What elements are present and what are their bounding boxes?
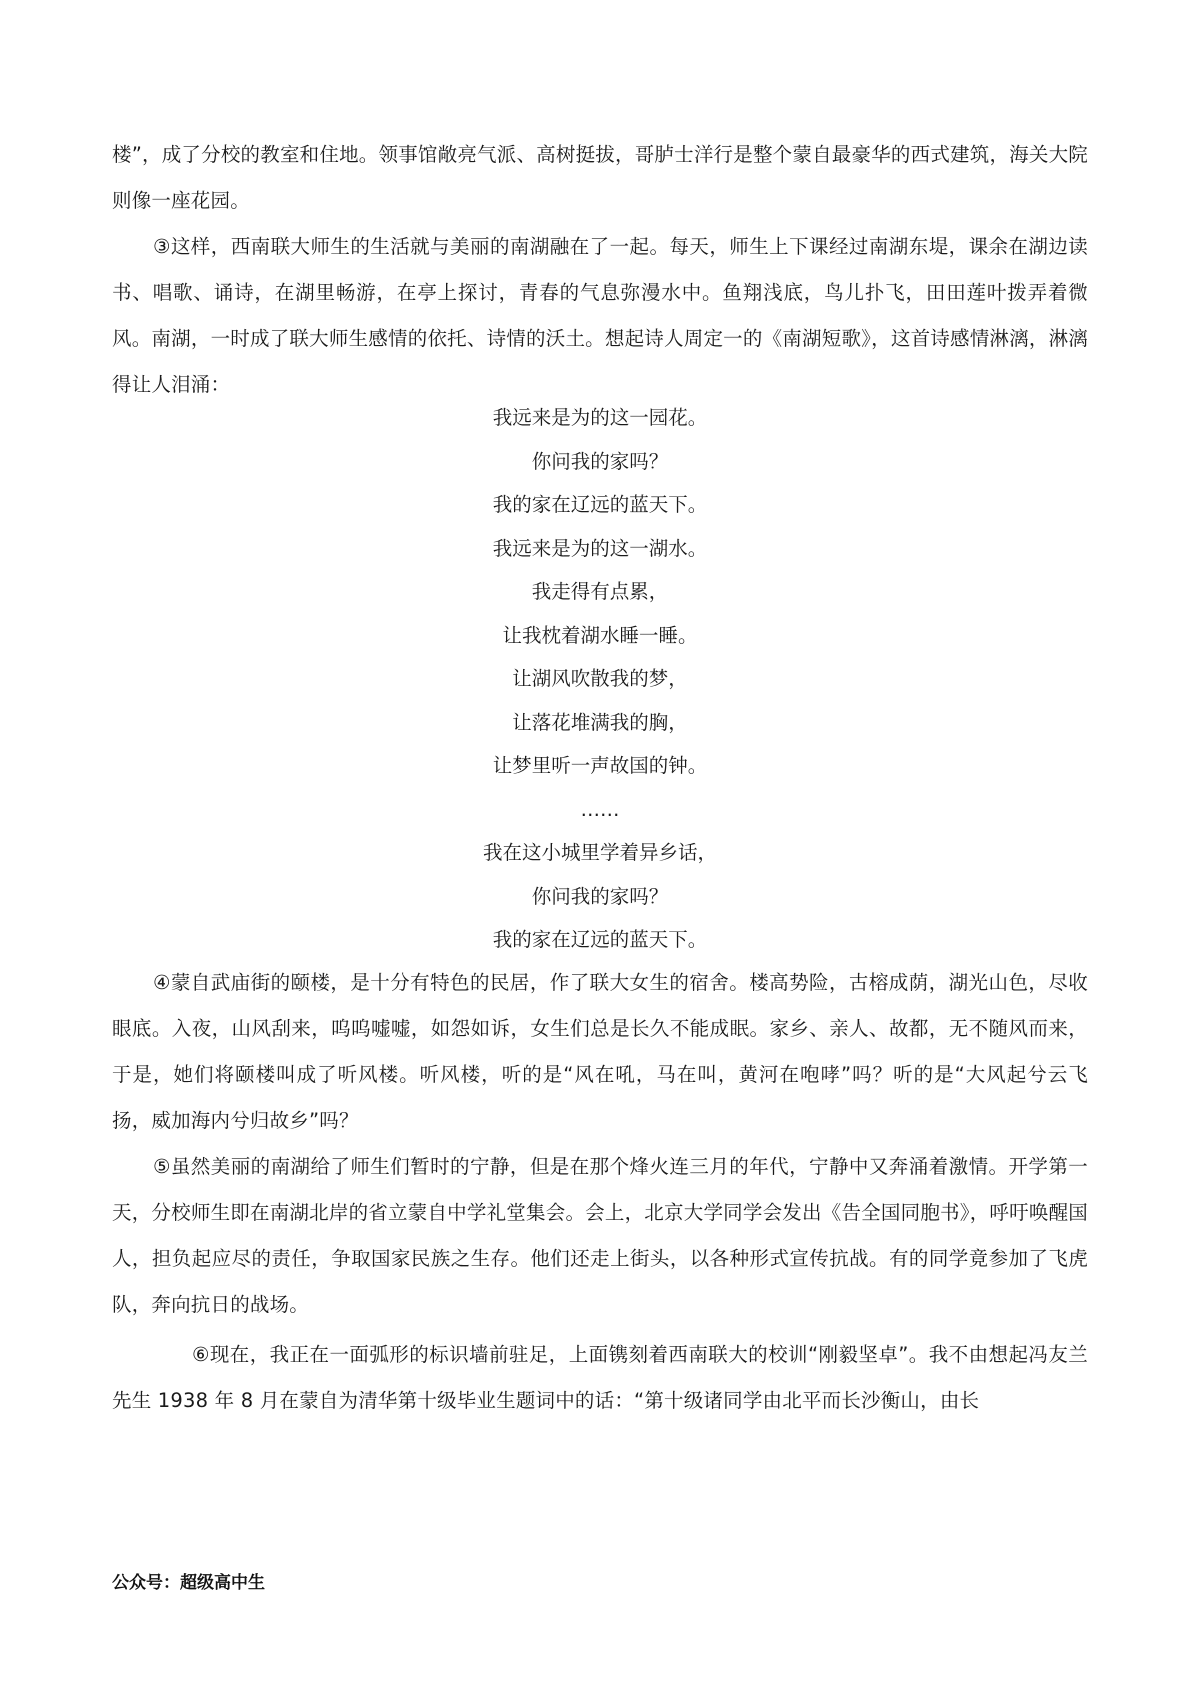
- poem-line: 让我枕着湖水睡一睡。: [502, 623, 698, 647]
- paragraph-4: ④蒙自武庙街的颐楼，是十分有特色的民居，作了联大女生的宿舍。楼高势险，古榕成荫，湖光山色，尽收眼底。入夜，山风刮来，呜呜嘘嘘，如怨如诉，女生们总是长久不能成眠。家乡、亲人、故都，无不随风而来，于是，她们将颐楼叫成了听风楼。听风楼，听的是“风在吼，马在叫，黄河在咆哮”吗？听的是“大风起兮云飞扬，威加海内兮归故乡”吗？: [112, 971, 1088, 1132]
- footer-wechat-account: 公众号：超级高中生: [112, 1573, 265, 1592]
- poem-line: 我在这小城里学着异乡话，: [482, 841, 717, 864]
- poem-line: 你问我的家吗？: [531, 884, 669, 908]
- poem-line: 你问我的家吗？: [531, 449, 669, 473]
- poem-line: 我走得有点累，: [531, 580, 669, 603]
- poem-line: 让湖风吹散我的梦，: [512, 667, 688, 690]
- poem-line: 让梦里听一声故国的钟。: [492, 754, 708, 777]
- paragraph-continued: 楼”，成了分校的教室和住地。领事馆敞亮气派、高树挺拔，哥胪士洋行是整个蒙自最豪华的西式建筑，海关大院则像一座花园。: [112, 143, 1088, 212]
- poem-line: 我远来是为的这一湖水。: [492, 536, 708, 560]
- poem-nanhu-duange: [112, 396, 1088, 962]
- paragraph-3: ③这样，西南联大师生的生活就与美丽的南湖融在了一起。每天，师生上下课经过南湖东堤，课余在湖边读书、唱歌、诵诗，在湖里畅游，在亭上探讨，青春的气息弥漫水中。鱼翔浅底，鸟儿扑飞，田田莲叶拨弄着微风。南湖，一时成了联大师生感情的依托、诗情的沃土。想起诗人周定一的《南湖短歌》，这首诗感情淋漓，淋漓得让人泪涌：: [112, 235, 1088, 396]
- poem-line: 让落花堆满我的胸，: [512, 710, 688, 734]
- paragraph-6: ⑥现在，我正在一面弧形的标识墙前驻足，上面镌刻着西南联大的校训“刚毅坚卓”。我不由想起冯友兰先生 1938 年 8 月在蒙自为清华第十级毕业生题词中的话：“第十级诸同学由北平而长沙衡山，由长: [112, 1343, 1088, 1412]
- poem-line: 我远来是为的这一园花。: [492, 406, 708, 429]
- poem-line: 我的家在辽远的蓝天下。: [492, 493, 708, 516]
- poem-ellipsis: ……: [580, 797, 620, 821]
- text-block-top: [112, 132, 1088, 408]
- text-block-bottom: [112, 960, 1088, 1424]
- paragraph-5: ⑤虽然美丽的南湖给了师生们暂时的宁静，但是在那个烽火连三月的年代，宁静中又奔涌着激情。开学第一天，分校师生即在南湖北岸的省立蒙自中学礼堂集会。会上，北京大学同学会发出《告全国同胞书》，呼吁唤醒国人，担负起应尽的责任，争取国家民族之生存。他们还走上街头，以各种形式宣传抗战。有的同学竟参加了飞虎队，奔向抗日的战场。: [112, 1155, 1088, 1316]
- poem-line: 我的家在辽远的蓝天下。: [492, 928, 708, 951]
